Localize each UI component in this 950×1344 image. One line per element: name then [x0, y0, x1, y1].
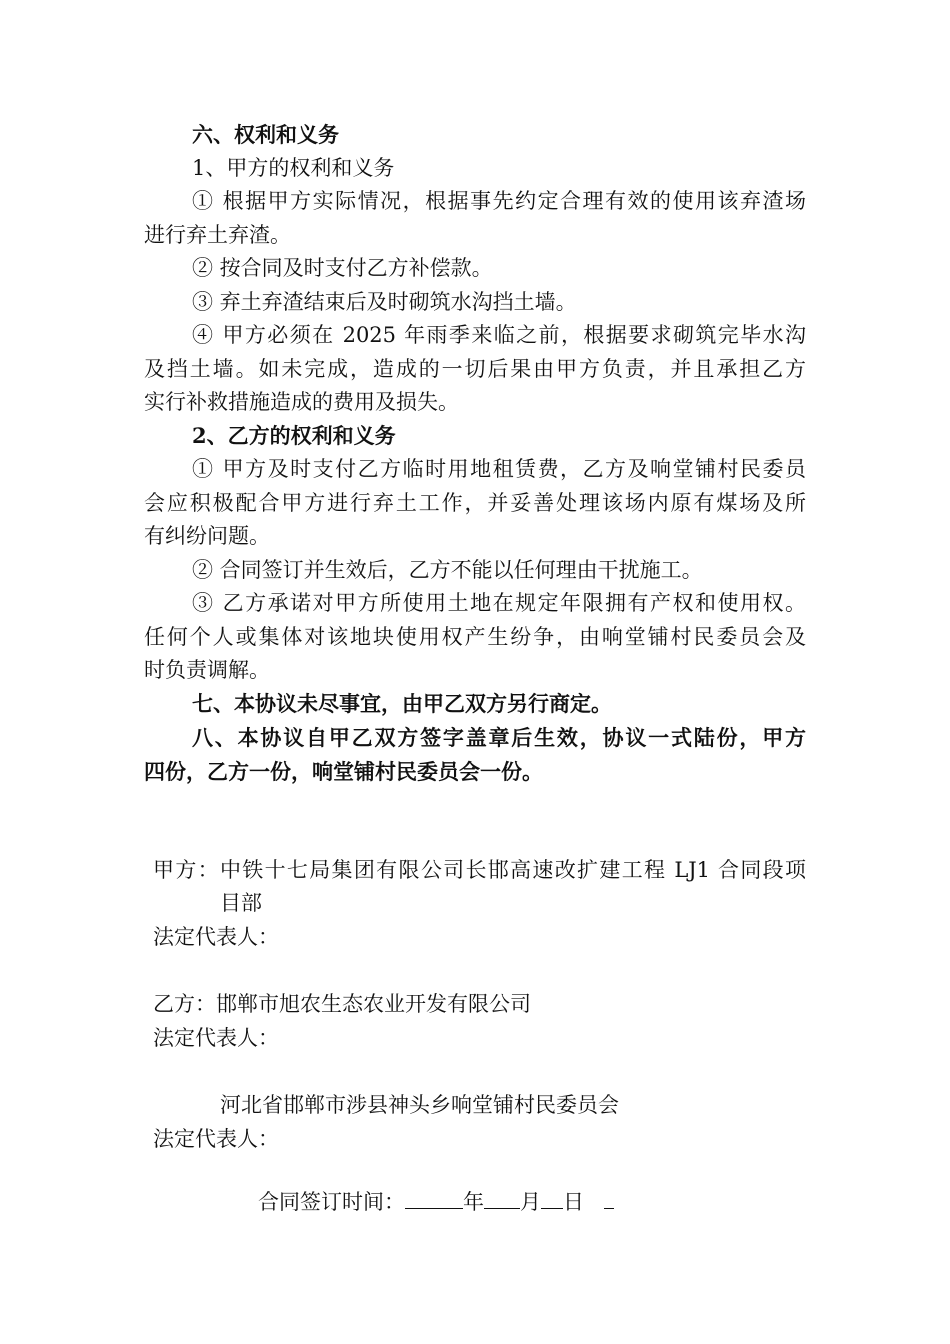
- trailing-blank[interactable]: [604, 1188, 614, 1209]
- section-6-heading: 六、权利和义务: [192, 122, 339, 147]
- party-b-item-2: ② 合同签订并生效后，乙方不能以任何理由干扰施工。: [192, 558, 703, 582]
- day-label: 日: [563, 1190, 584, 1214]
- party-a-item-3: ③ 弃土弃渣结束后及时砌筑水沟挡土墙。: [192, 290, 577, 314]
- party-b-item-1-line-3: 有纠纷问题。: [144, 524, 270, 548]
- village-legal-representative: 法定代表人：: [153, 1127, 279, 1151]
- party-b-rights-heading: 2、乙方的权利和义务: [192, 423, 396, 448]
- party-a-item-1-line-2: 进行弃土弃渣。: [144, 223, 291, 247]
- party-a-item-4-line-1: ④ 甲方必须在 2025 年雨季来临之前，根据要求砌筑完毕水沟: [192, 323, 806, 347]
- village-committee-signature: 河北省邯郸市涉县神头乡响堂铺村民委员会: [220, 1093, 619, 1117]
- year-blank[interactable]: [405, 1188, 463, 1209]
- signing-date-label: 合同签订时间：: [258, 1190, 405, 1214]
- section-7: 七、本协议未尽事宜，由甲乙双方另行商定。: [192, 691, 612, 716]
- party-a-item-2: ② 按合同及时支付乙方补偿款。: [192, 256, 493, 280]
- party-a-legal-representative: 法定代表人：: [153, 925, 279, 949]
- party-b-item-1-line-1: ① 甲方及时支付乙方临时用地租赁费，乙方及响堂铺村民委员: [192, 457, 806, 481]
- party-a-signature-line-2: 目部: [220, 891, 262, 915]
- party-b-item-1-line-2: 会应积极配合甲方进行弃土工作，并妥善处理该场内原有煤场及所: [144, 491, 806, 515]
- party-b-item-3-line-2: 任何个人或集体对该地块使用权产生纷争，由响堂铺村民委员会及: [144, 625, 806, 649]
- party-a-item-4-line-3: 实行补救措施造成的费用及损失。: [144, 390, 459, 414]
- party-a-signature-line-1: 甲方：中铁十七局集团有限公司长邯高速改扩建工程 LJ1 合同段项: [153, 858, 806, 882]
- party-a-item-1-line-1: ① 根据甲方实际情况，根据事先约定合理有效的使用该弃渣场: [192, 189, 806, 213]
- month-blank[interactable]: [484, 1188, 520, 1209]
- party-b-item-3-line-1: ③ 乙方承诺对甲方所使用土地在规定年限拥有产权和使用权。: [192, 591, 806, 615]
- year-label: 年: [463, 1190, 484, 1214]
- party-a-rights-heading: 1、甲方的权利和义务: [192, 156, 395, 180]
- section-8-line-2: 四份，乙方一份，响堂铺村民委员会一份。: [144, 759, 543, 784]
- month-label: 月: [520, 1190, 541, 1214]
- party-a-item-4-line-2: 及挡土墙。如未完成，造成的一切后果由甲方负责，并且承担乙方: [144, 357, 806, 381]
- party-b-item-3-line-3: 时负责调解。: [144, 658, 270, 682]
- section-8-line-1: 八、本协议自甲乙双方签字盖章后生效，协议一式陆份，甲方: [192, 725, 806, 750]
- day-blank[interactable]: [541, 1188, 563, 1209]
- signing-date: [258, 1188, 614, 1216]
- party-b-legal-representative: 法定代表人：: [153, 1026, 279, 1050]
- party-b-signature: 乙方：邯郸市旭农生态农业开发有限公司: [153, 992, 531, 1016]
